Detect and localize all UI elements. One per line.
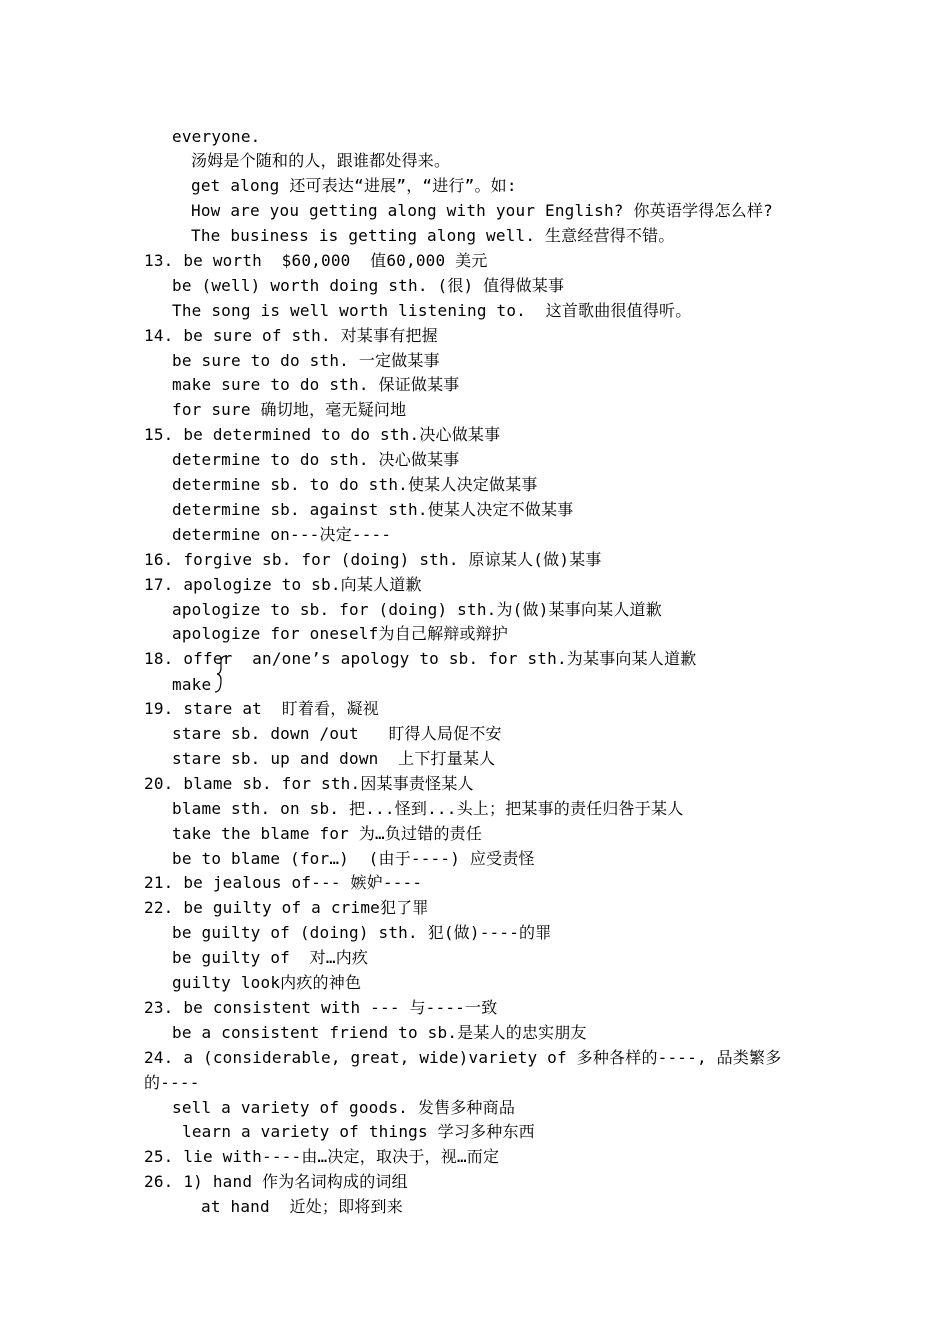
text-line: take the blame for 为…负过错的责任 [172,824,483,843]
text-line: at hand 近处；即将到来 [201,1197,403,1216]
item-heading-17: 17. apologize to sb.向某人道歉 [144,575,422,594]
item-heading-16: 16. forgive sb. for (doing) sth. 原谅某人(做)某事 [144,550,602,569]
text-line: make [172,675,212,694]
item-heading-15: 15. be determined to do sth.决心做某事 [144,425,501,444]
text-line: get along 还可表达“进展”，“进行”。如: [191,176,517,195]
text-line: be guilty of 对…内疚 [172,948,369,967]
text-line: determine to do sth. 决心做某事 [172,450,460,469]
text-line: everyone. [172,127,261,146]
item-heading-23: 23. be consistent with --- 与----一致 [144,998,498,1017]
text-line: The business is getting along well. 生意经营得不错。 [191,226,675,245]
text-line: 的---- [144,1073,200,1092]
text-line: determine on---决定---- [172,525,392,544]
item-heading-14: 14. be sure of sth. 对某事有把握 [144,326,438,345]
text-line: be (well) worth doing sth. (很) 值得做某事 [172,276,565,295]
item-heading-13: 13. be worth $60,000 值60,000 美元 [144,251,488,270]
text-line: How are you getting along with your English? 你英语学得怎么样? [191,201,773,220]
text-line: determine sb. against sth.使某人决定不做某事 [172,500,574,519]
item-heading-20: 20. blame sb. for sth.因某事责怪某人 [144,774,474,793]
item-heading-18: 18. offer an/one’s apology to sb. for sth.为某事向某人道歉 [144,649,697,668]
item-heading-24: 24. a (considerable, great, wide)variety of 多种各样的----, 品类繁多 [144,1048,782,1067]
text-line: blame sth. on sb. 把...怪到...头上；把某事的责任归咎于某人 [172,799,684,818]
text-line: guilty look内疚的神色 [172,973,362,992]
text-line: make sure to do sth. 保证做某事 [172,375,460,394]
text-line: apologize for oneself为自己解辩或辩护 [172,624,509,643]
text-line: stare sb. down /out 盯得人局促不安 [172,724,502,743]
text-line: The song is well worth listening to. 这首歌曲很值得听。 [172,301,692,320]
item-heading-21: 21. be jealous of--- 嫉妒---- [144,873,423,892]
text-line: stare sb. up and down 上下打量某人 [172,749,496,768]
text-line: learn a variety of things 学习多种东西 [182,1122,535,1141]
text-line: sell a variety of goods. 发售多种商品 [172,1098,516,1117]
text-line: be to blame (for…) (由于----) 应受责怪 [172,849,535,868]
item-heading-22: 22. be guilty of a crime犯了罪 [144,898,429,917]
text-line: be guilty of (doing) sth. 犯(做)----的罪 [172,923,552,942]
text-line: be a consistent friend to sb.是某人的忠实朋友 [172,1023,587,1042]
text-line: 汤姆是个随和的人，跟谁都处得来。 [191,151,451,170]
curly-brace-icon [214,654,228,694]
text-line: be sure to do sth. 一定做某事 [172,351,440,370]
text-line: determine sb. to do sth.使某人决定做某事 [172,475,538,494]
text-line: for sure 确切地，毫无疑问地 [172,400,407,419]
item-heading-19: 19. stare at 盯着看，凝视 [144,699,379,718]
item-heading-25: 25. lie with----由…决定，取决于，视…而定 [144,1147,500,1166]
item-heading-26: 26. 1) hand 作为名词构成的词组 [144,1172,408,1191]
text-line: apologize to sb. for (doing) sth.为(做)某事向某人道歉 [172,600,662,619]
